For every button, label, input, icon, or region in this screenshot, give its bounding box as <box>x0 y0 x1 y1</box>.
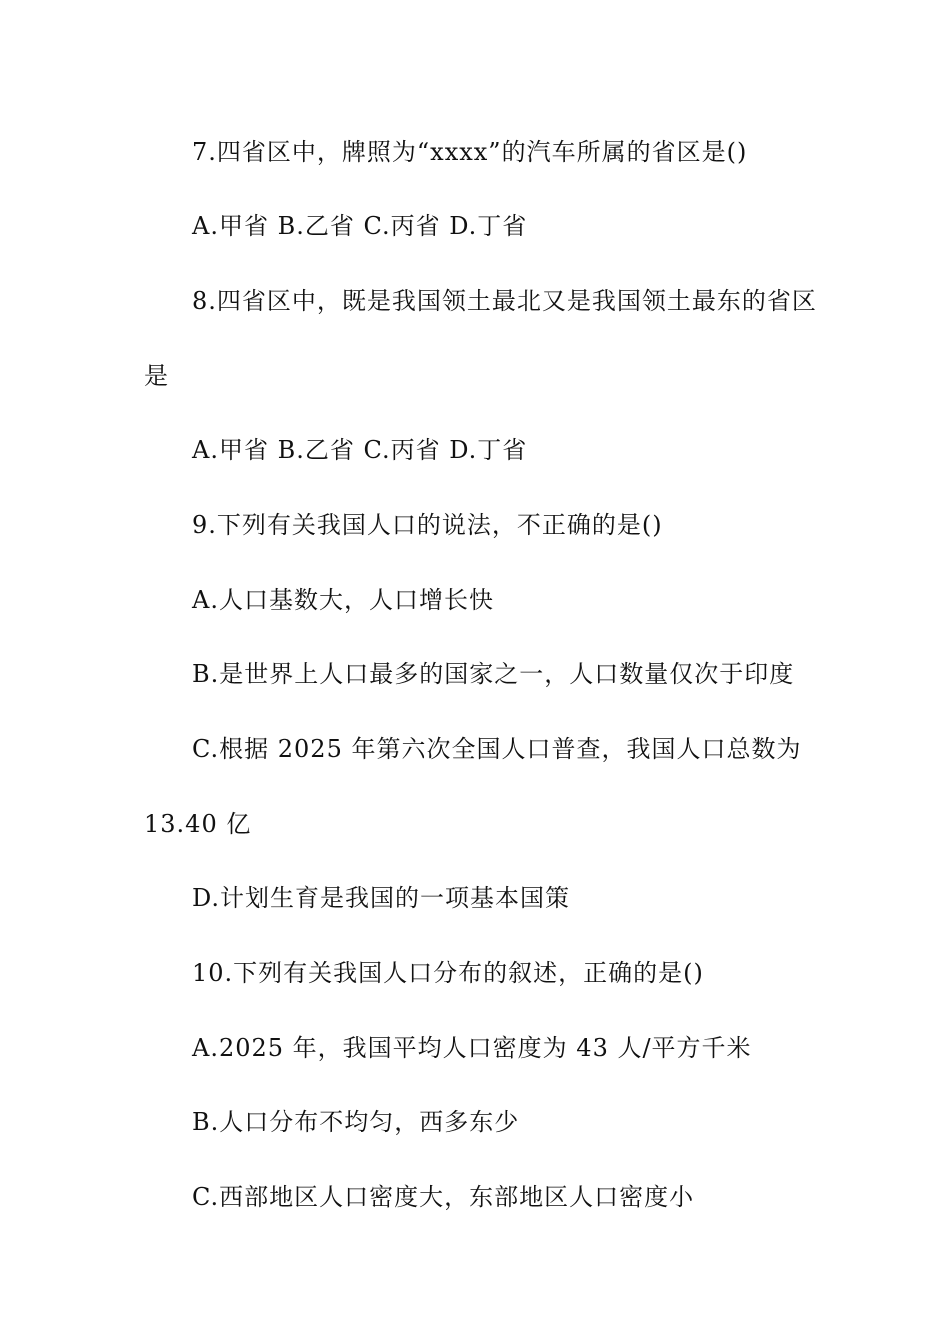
question-7-options: A.甲省 B.乙省 C.丙省 D.丁省 <box>192 212 528 240</box>
question-8-options: A.甲省 B.乙省 C.丙省 D.丁省 <box>192 436 528 464</box>
question-10-option-b: B.人口分布不均匀，西多东少 <box>192 1108 520 1136</box>
question-8-text-continued: 是 <box>144 362 169 390</box>
question-9-option-c: C.根据 2025 年第六次全国人口普查，我国人口总数为 <box>192 735 802 763</box>
question-8-text: 8.四省区中，既是我国领土最北又是我国领土最东的省区 <box>192 287 817 315</box>
question-9-text: 9.下列有关我国人口的说法，不正确的是() <box>192 511 663 539</box>
question-10-text: 10.下列有关我国人口分布的叙述，正确的是() <box>192 959 704 987</box>
question-10-option-c: C.西部地区人口密度大，东部地区人口密度小 <box>192 1183 695 1211</box>
question-9-option-b: B.是世界上人口最多的国家之一，人口数量仅次于印度 <box>192 660 795 688</box>
question-9-option-d: D.计划生育是我国的一项基本国策 <box>192 884 571 912</box>
question-7-text: 7.四省区中，牌照为“xxxx”的汽车所属的省区是() <box>192 138 748 166</box>
question-10-option-a: A.2025 年，我国平均人口密度为 43 人/平方千米 <box>192 1034 752 1062</box>
question-9-option-a: A.人口基数大，人口增长快 <box>192 586 494 614</box>
question-9-option-c-continued: 13.40 亿 <box>144 810 252 838</box>
